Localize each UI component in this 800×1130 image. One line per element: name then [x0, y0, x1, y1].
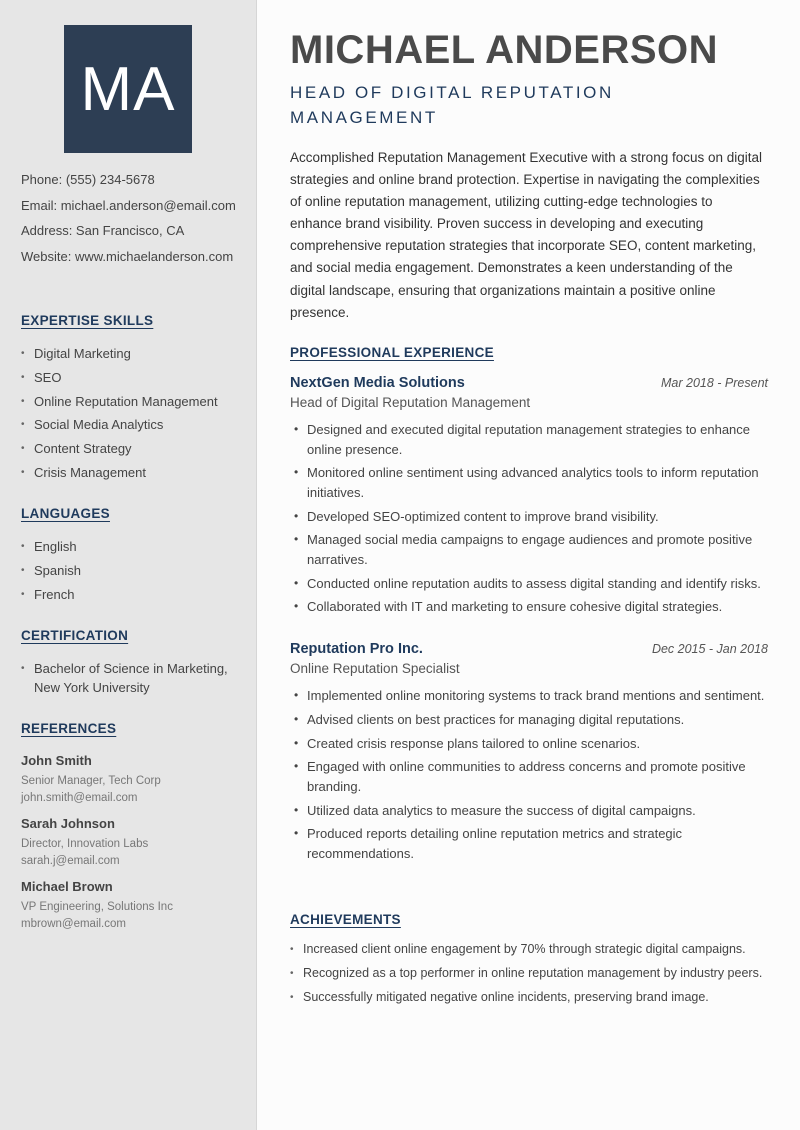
company-name: Reputation Pro Inc.: [290, 641, 423, 657]
contact-email: Email: michael.anderson@email.com: [21, 197, 236, 213]
achievement-item: • Successfully mitigated negative online incidents, preserving brand image.: [290, 988, 768, 1007]
job-bullet: • Engaged with online communities to address concerns and promote positive branding.: [290, 757, 768, 796]
contact-website: Website: www.michaelanderson.com: [21, 248, 234, 264]
reference-email: sarah.j@email.com: [21, 855, 120, 867]
skills-heading: EXPERTISE SKILLS: [21, 313, 154, 328]
reference-email: mbrown@email.com: [21, 918, 126, 930]
job-bullet: • Produced reports detailing online reputation metrics and strategic recommendations.: [290, 824, 768, 863]
job-bullet: • Developed SEO-optimized content to improve brand visibility.: [290, 507, 768, 527]
achievements-list: [290, 940, 768, 1012]
certification-heading: CERTIFICATION: [21, 628, 129, 643]
reference-title: Senior Manager, Tech Corp: [21, 775, 161, 787]
achievement-item: • Recognized as a top performer in online reputation management by industry peers.: [290, 964, 768, 983]
reference-entry: [21, 753, 251, 807]
job-role: Head of Digital Reputation Management: [290, 395, 531, 410]
job-dates: Dec 2015 - Jan 2018: [651, 642, 768, 656]
job-bullets: [290, 420, 768, 617]
job-entry: [290, 641, 768, 868]
job-bullets: [290, 686, 768, 863]
languages-heading: LANGUAGES: [21, 506, 110, 521]
job-entry: [290, 375, 768, 621]
job-bullet: • Created crisis response plans tailored to online scenarios.: [290, 734, 768, 754]
certification-list: [21, 659, 236, 702]
contact-info: [21, 172, 251, 274]
reference-entry: [21, 816, 251, 870]
job-title: HEAD OF DIGITAL REPUTATION MANAGEMENT: [290, 83, 614, 127]
contact-phone: Phone: (555) 234-5678: [21, 172, 155, 187]
reference-title: Director, Innovation Labs: [21, 838, 149, 850]
reference-name: Michael Brown: [21, 879, 113, 894]
job-bullet: • Conducted online reputation audits to assess digital standing and identify risks.: [290, 574, 768, 594]
monogram-avatar: MA: [64, 25, 192, 153]
certification-item: • Bachelor of Science in Marketing, New York University: [21, 659, 236, 697]
language-item: • English: [21, 537, 251, 556]
experience-heading: PROFESSIONAL EXPERIENCE: [290, 345, 494, 360]
languages-list: [21, 537, 251, 608]
achievement-item: • Increased client online engagement by 70% through strategic digital campaigns.: [290, 940, 768, 959]
job-bullet: • Implemented online monitoring systems to track brand mentions and sentiment.: [290, 686, 768, 706]
job-bullet: • Utilized data analytics to measure the success of digital campaigns.: [290, 801, 768, 821]
skill-item: • Digital Marketing: [21, 344, 251, 363]
reference-name: Sarah Johnson: [21, 816, 115, 831]
skill-item: • Content Strategy: [21, 439, 251, 458]
candidate-name: MICHAEL ANDERSON: [290, 28, 719, 72]
reference-entry: [21, 879, 251, 933]
contact-address: Address: San Francisco, CA: [21, 223, 185, 238]
reference-email: john.smith@email.com: [21, 792, 138, 804]
achievements-heading: ACHIEVEMENTS: [290, 912, 401, 927]
job-dates: Mar 2018 - Present: [661, 376, 768, 390]
job-role: Online Reputation Specialist: [290, 661, 460, 676]
skill-item: • Online Reputation Management: [21, 392, 251, 411]
skill-item: • Social Media Analytics: [21, 415, 251, 434]
job-bullet: • Monitored online sentiment using advanced analytics tools to inform reputation initiatives.: [290, 463, 768, 502]
profile-summary: Accomplished Reputation Management Executive with a strong focus on digital strategies and online brand protection. Expertise in navigating the complexities of online reputation management, utilizing cutting-edge technologies to enhance brand visibility. Proven success in developing and executing comprehensive reputation strategies that incorporate SEO, content marketing, and social media engagement. Demonstrates a keen understanding of the digital landscape, ensuring that organizations maintain a positive online presence.: [290, 150, 763, 320]
job-header: [290, 375, 768, 391]
language-item: • French: [21, 585, 251, 604]
job-bullet: • Designed and executed digital reputation management strategies to enhance online presence.: [290, 420, 768, 459]
job-bullet: • Advised clients on best practices for managing digital reputations.: [290, 710, 768, 730]
job-header: [290, 641, 768, 657]
company-name: NextGen Media Solutions: [290, 375, 465, 391]
job-bullet: • Collaborated with IT and marketing to ensure cohesive digital strategies.: [290, 597, 768, 617]
skill-item: • Crisis Management: [21, 463, 251, 482]
language-item: • Spanish: [21, 561, 251, 580]
reference-name: John Smith: [21, 753, 92, 768]
skills-list: [21, 344, 251, 487]
job-bullet: • Managed social media campaigns to engage audiences and promote positive narratives.: [290, 530, 768, 569]
skill-item: • SEO: [21, 368, 251, 387]
references-heading: REFERENCES: [21, 721, 117, 736]
reference-title: VP Engineering, Solutions Inc: [21, 901, 173, 913]
